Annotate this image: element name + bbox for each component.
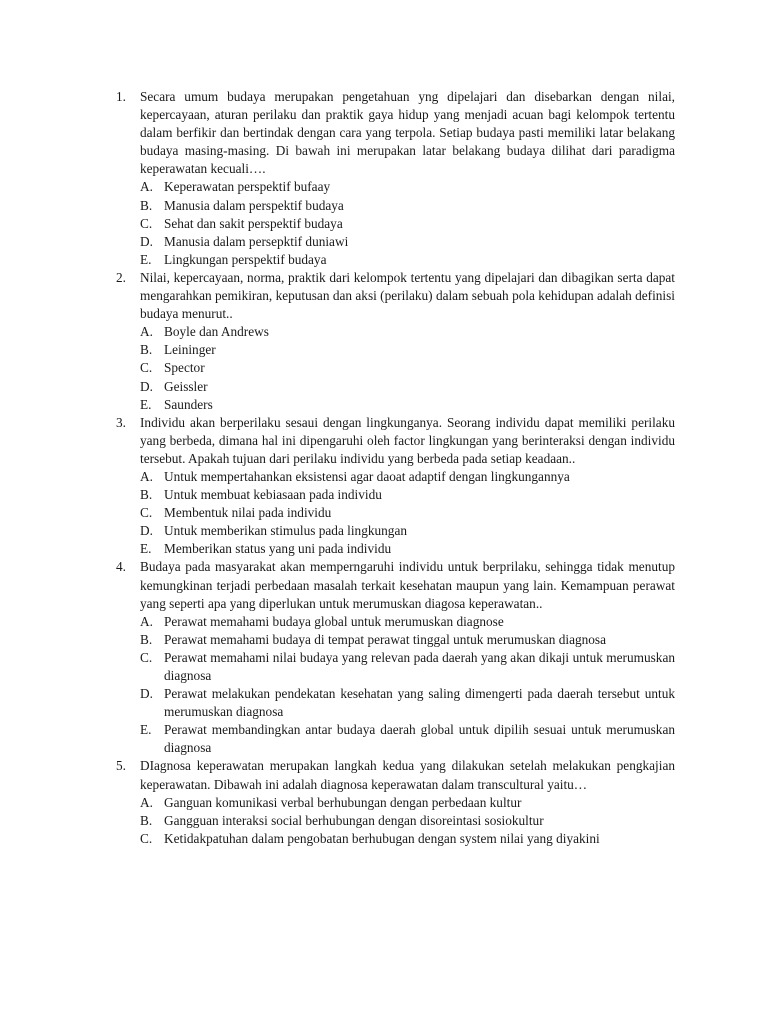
option-text: Untuk membuat kebiasaan pada individu (164, 487, 382, 503)
option-letter: C. (140, 215, 153, 231)
option-text: Untuk memberikan stimulus pada lingkungan (164, 523, 407, 539)
option-a (140, 323, 675, 341)
option-text: Ganguan komunikasi verbal berhubungan dengan perbedaan kultur (164, 794, 522, 810)
question-text: Secara umum budaya merupakan pengetahuan yng dipelajari dan disebarkan dengan nilai, kepercayaan, aturan perilaku dan praktik gaya hidup yang menjadi acuan bagi kelompok tertentu dalam berfikir dan bertindak dengan cara yang terpola. Setiap budaya pasti memiliki latar belakang budaya masing-masing. Di bawah ini merupakan latar belakang budaya dilihat dari paradigma keperawatan kecuali…. (140, 89, 675, 177)
option-text: Manusia dalam persepktif duniawi (164, 233, 349, 249)
question-text: Individu akan berperilaku sesaui dengan lingkunganya. Seorang individu dapat memiliki perilaku yang berbeda, dimana hal ini dipengaruhi oleh factor lingkungan yang berinteraksi dengan individu tersebut. Apakah tujuan dari perilaku individu yang berbeda pada setiap keadaan.. (140, 414, 675, 466)
option-letter: A. (140, 324, 153, 340)
option-b (140, 812, 675, 830)
option-c (140, 649, 675, 685)
question-2 (116, 269, 675, 414)
option-a (140, 794, 675, 812)
option-text: Leininger (164, 342, 216, 358)
question-4 (116, 558, 675, 757)
option-letter: B. (140, 197, 153, 213)
option-text: Saunders (164, 396, 213, 412)
option-e (140, 396, 675, 414)
question-text: DIagnosa keperawatan merupakan langkah kedua yang dilakukan setelah melakukan pengkajian keperawatan. Dibawah ini adalah diagnosa keperawatan dalam transcultural yaitu… (140, 758, 675, 792)
option-text: Perawat memahami budaya di tempat perawat tinggal untuk merumuskan diagnosa (164, 631, 606, 647)
option-letter: E. (140, 722, 152, 738)
option-letter: C. (140, 830, 153, 846)
option-letter: D. (140, 686, 153, 702)
option-text: Sehat dan sakit perspektif budaya (164, 215, 343, 231)
option-text: Lingkungan perspektif budaya (164, 251, 327, 267)
question-number: 2. (116, 269, 126, 285)
option-text: Perawat memahami budaya global untuk merumuskan diagnose (164, 613, 504, 629)
option-letter: A. (140, 613, 153, 629)
option-a (140, 178, 675, 196)
option-text: Membentuk nilai pada individu (164, 505, 332, 521)
option-letter: E. (140, 251, 152, 267)
option-text: Ketidakpatuhan dalam pengobatan berhubugan dengan system nilai yang diyakini (164, 830, 600, 846)
option-letter: C. (140, 649, 153, 665)
option-b (140, 341, 675, 359)
question-text: Nilai, kepercayaan, norma, praktik dari kelompok tertentu yang dipelajari dan dibagikan serta dapat mengarahkan pemikiran, keputusan dan aksi (perilaku) dalam sebuah pola kehidupan adalah definisi budaya menurut.. (140, 269, 675, 322)
question-3 (116, 414, 675, 559)
option-d (140, 378, 675, 396)
option-text: Keperawatan perspektif bufaay (164, 179, 331, 195)
question-1 (116, 88, 675, 269)
option-letter: B. (140, 342, 153, 358)
option-letter: B. (140, 631, 153, 647)
option-d (140, 685, 675, 721)
option-letter: A. (140, 179, 153, 195)
option-letter: E. (140, 396, 152, 412)
option-text: Manusia dalam perspektif budaya (164, 197, 344, 213)
option-b (140, 197, 675, 215)
option-c (140, 504, 675, 522)
option-letter: A. (140, 468, 153, 484)
question-number: 5. (116, 758, 126, 774)
question-text: Budaya pada masyarakat akan memperngaruhi individu untuk berprilaku, sehingga tidak menutup kemungkinan terjadi perbedaan masalah terkait kesehatan maupun yang lain. Kemampuan perawat yang seperti apa yang diperlukan untuk merumuskan diagosa keperawatan.. (140, 559, 675, 611)
option-c (140, 215, 675, 233)
option-e (140, 251, 675, 269)
option-letter: B. (140, 812, 153, 828)
option-list (140, 178, 675, 268)
option-letter: E. (140, 541, 152, 557)
option-text: Untuk mempertahankan eksistensi agar daoat adaptif dengan lingkungannya (164, 468, 570, 484)
option-a (140, 468, 675, 486)
question-number: 4. (116, 559, 126, 575)
question-list (116, 88, 675, 848)
option-text: Geissler (164, 378, 208, 394)
option-text: Perawat melakukan pendekatan kesehatan yang saling dimengerti pada daerah tersebut untuk merumuskan diagnosa (164, 686, 675, 720)
option-d (140, 233, 675, 251)
option-e (140, 540, 675, 558)
question-number: 3. (116, 414, 126, 430)
option-b (140, 631, 675, 649)
option-letter: C. (140, 505, 153, 521)
option-letter: C. (140, 360, 153, 376)
option-list (140, 794, 675, 848)
option-c (140, 830, 675, 848)
question-5 (116, 757, 675, 847)
option-text: Boyle dan Andrews (164, 324, 269, 340)
question-number: 1. (116, 89, 126, 104)
option-a (140, 613, 675, 631)
option-letter: D. (140, 523, 153, 539)
option-list (140, 323, 675, 413)
option-text: Perawat memahami nilai budaya yang relevan pada daerah yang akan dikaji untuk merumuskan diagnosa (164, 649, 675, 683)
option-list (140, 468, 675, 558)
option-text: Perawat membandingkan antar budaya daerah global untuk dipilih sesuai untuk merumuskan diagnosa (164, 722, 675, 756)
option-b (140, 486, 675, 504)
option-text: Spector (164, 360, 205, 376)
option-letter: A. (140, 794, 153, 810)
option-c (140, 359, 675, 377)
option-letter: B. (140, 487, 153, 503)
option-letter: D. (140, 378, 153, 394)
option-e (140, 721, 675, 757)
option-list (140, 613, 675, 758)
option-text: Memberikan status yang uni pada individu (164, 541, 392, 557)
option-d (140, 522, 675, 540)
option-text: Gangguan interaksi social berhubungan dengan disoreintasi sosiokultur (164, 812, 544, 828)
option-letter: D. (140, 233, 153, 249)
